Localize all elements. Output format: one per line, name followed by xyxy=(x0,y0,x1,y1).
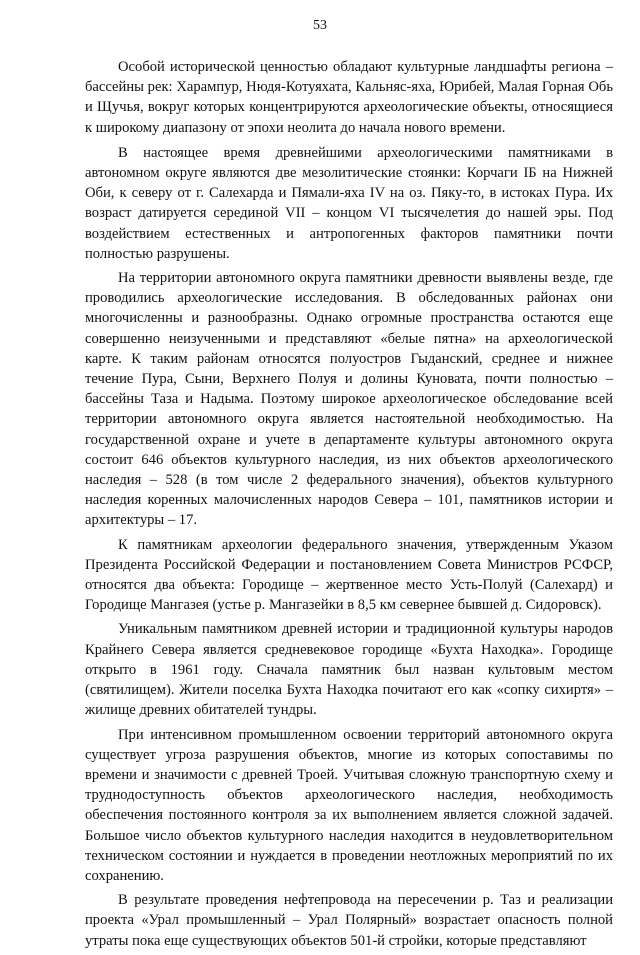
paragraph-federal-monuments: К памятникам археологии федерального значения, утвержденным Указом Президента Российской Федерации и постановлением Совета Министров РСФСР, относятся два объекта: Городище – жертвенное место Усть-Полуй (Салехард) и Городище Мангазея (устье р. Мангазейки в 8,5 км севернее бывшей д. Сидоровск). xyxy=(85,536,613,614)
body-text xyxy=(85,57,613,955)
page-number: 53 xyxy=(313,18,327,33)
paragraph-mesolithic-sites: В настоящее время древнейшими археологическими памятниками в автономном округе являются две мезолитические стоянки: Корчаги IБ на Нижней Оби, к северу от г. Салехарда и Пямали-яха IV на оз. Пяку-то, в истоках Пура. Их возраст датируется серединой VII – концом VI тысячелетия до нашей эры. Под воздействием естественных и антропогенных факторов памятники почти полностью разрушены. xyxy=(85,144,613,262)
paragraph-industrial-threat: При интенсивном промышленном освоении территорий автономного округа существует угроза разрушения объектов, многие из которых сопоставимы по времени и значимости с древней Троей. Учитывая сложную транспортную схему и труднодоступность объектов археологического наследия, необходимость обеспечения постоянного контроля за их выполнением является сложной задачей. Большое число объектов культурного наследия находится в неудовлетворительном техническом состоянии и нуждается в проведении неотложных мероприятий по их сохранению. xyxy=(85,726,613,884)
paragraph-cultural-landscapes: Особой исторической ценностью обладают культурные ландшафты региона – бассейны рек: Харампур, Нюдя-Котуяхата, Кальняс-яха, Юрибей, Малая Горная Обь и Щучья, вокруг которых концентрируются археологические объекты, относящиеся к широкому диапазону от эпохи неолита до начала нового времени. xyxy=(85,59,613,136)
paragraph-territory-monuments: На территории автономного округа памятники древности выявлены везде, где проводились археологические исследования. В обследованных районах они многочисленны и разнообразны. Однако огромные пространства остаются еще совершенно неизученными и представляют «белые пятна» на археологической карте. К таким районам относятся полуостров Гыданский, среднее и нижнее течение Пура, Сыни, Верхнего Полуя и долины Куновата, почти полностью – бассейны Таза и Надыма. Поэтому широкое археологическое обследование всей территории автономного округа является настоятельной необходимостью. На государственной охране и учете в департаменте культуры автономного округа состоит 646 объектов культурного наследия, из них объектов археологического наследия – 528 (в том числе 2 федерального значения), объектов культурного наследия коренных малочисленных народов Севера – 101, памятников истории и архитектуры – 17. xyxy=(85,270,613,529)
paragraph-pipeline: В результате проведения нефтепровода на пересечении р. Таз и реализации проекта «Урал промышленный – Урал Полярный» возрастает опасность полной утраты пока еще существующих объектов 501-й стройки, которые представляют xyxy=(85,892,613,949)
paragraph-bukhta-nakhodka: Уникальным памятником древней истории и традиционной культуры народов Крайнего Севера является средневековое городище «Бухта Находка». Городище открыто в 1961 году. Сначала памятник был назван культовым местом (святилищем). Жители поселка Бухта Находка почитают его как «сопку сихиртя» – жилище древних обитателей тундры. xyxy=(85,621,613,719)
